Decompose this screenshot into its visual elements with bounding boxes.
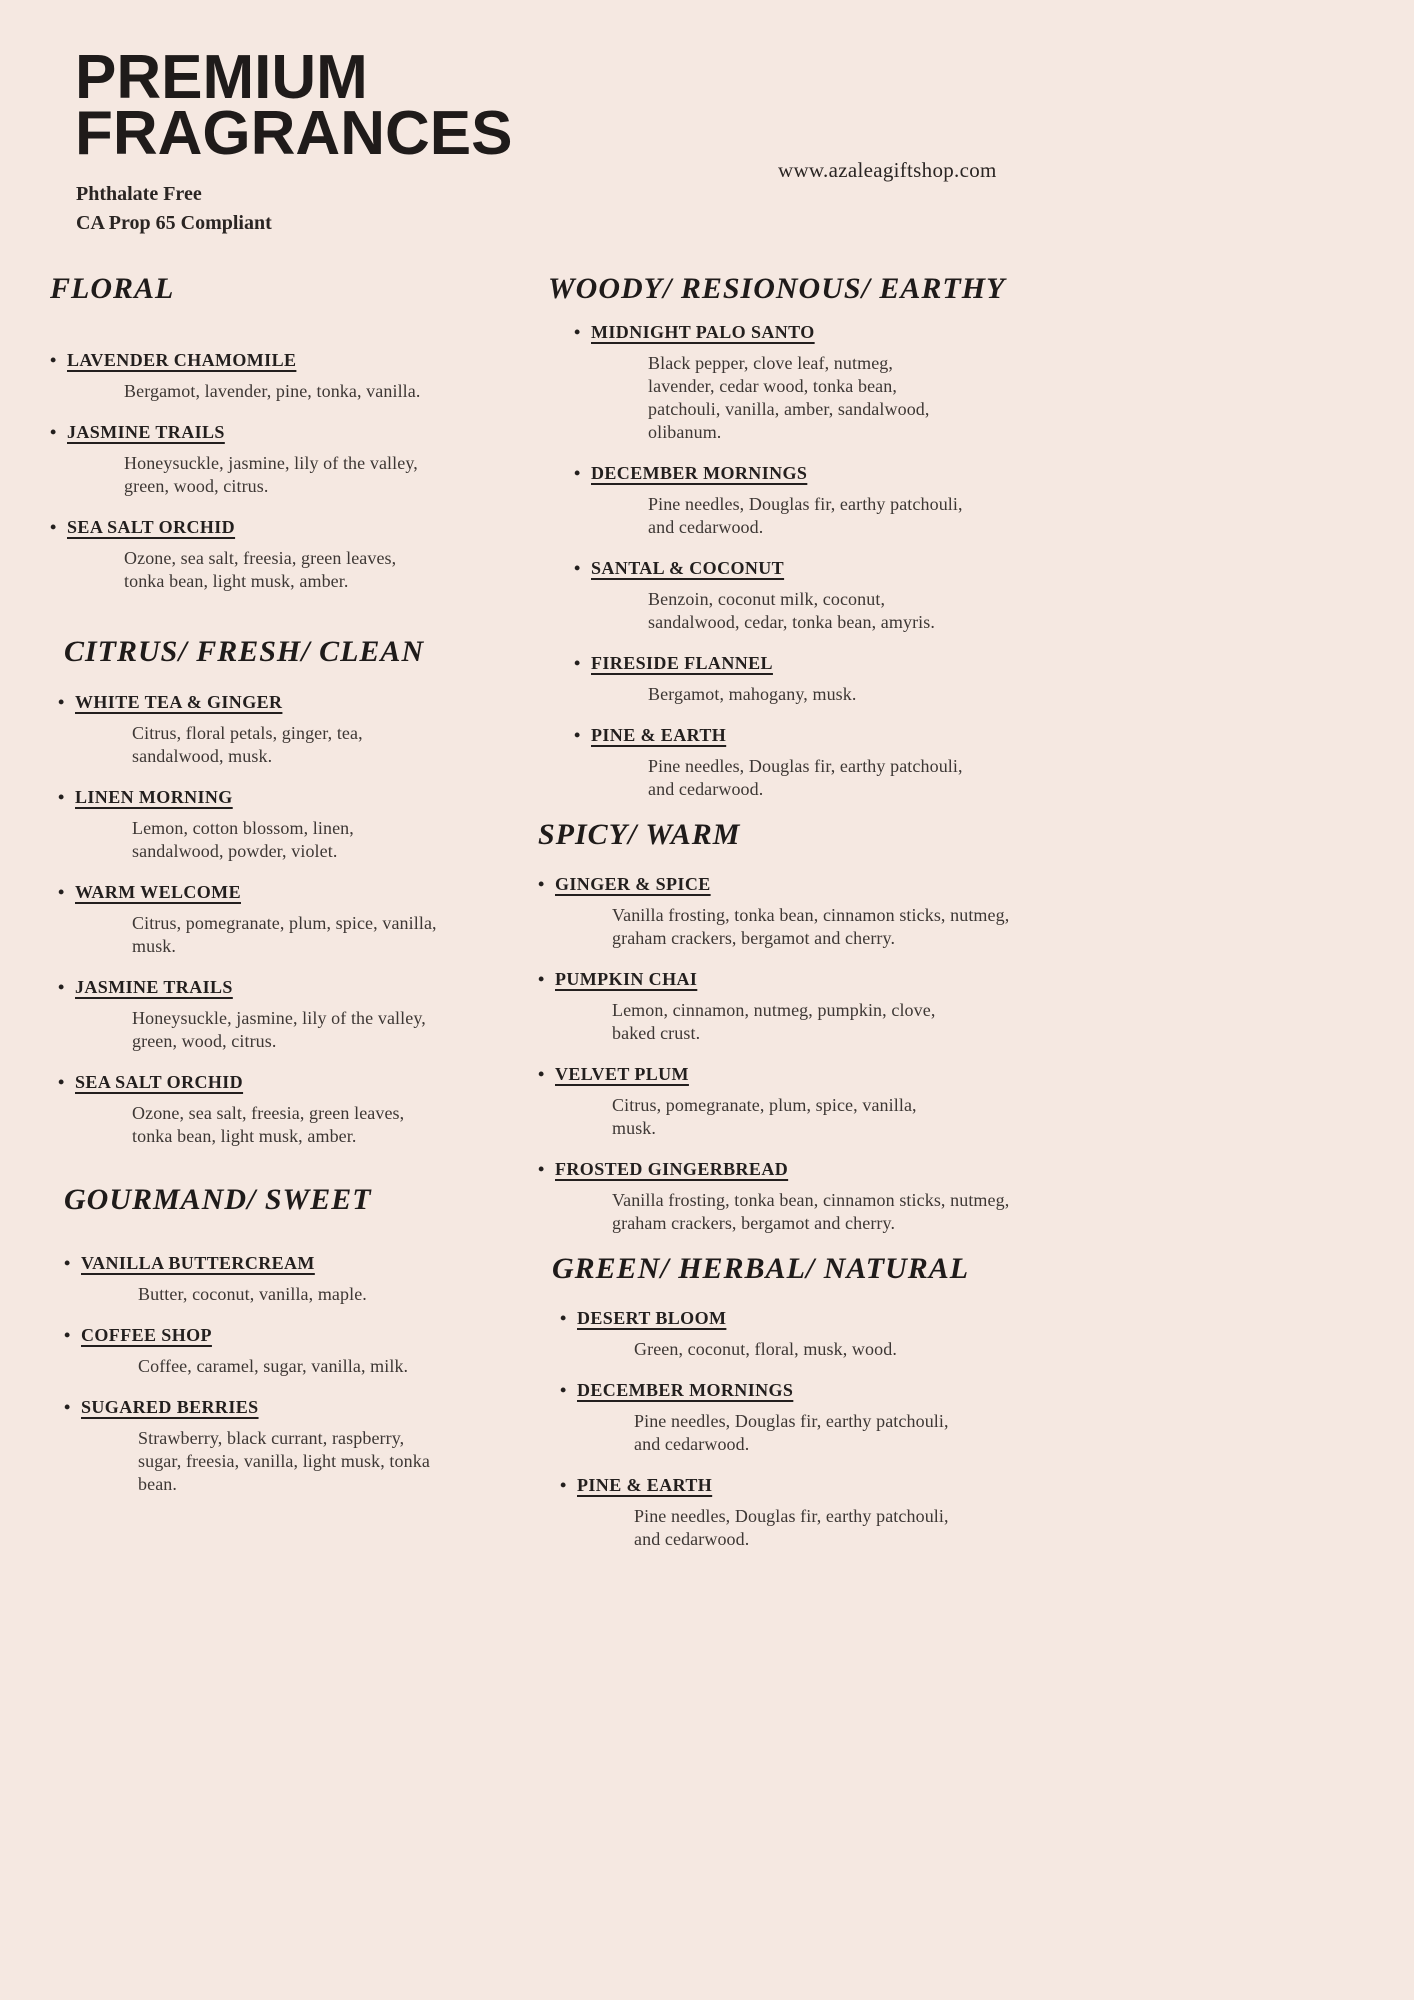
fragrance-notes bbox=[612, 1189, 1098, 1235]
bullet-icon: • bbox=[58, 882, 65, 902]
fragrance-name-row bbox=[538, 1062, 1098, 1086]
fragrance-name-row bbox=[58, 785, 530, 809]
section-heading: WOODY/ RESIONOUS/ EARTHY bbox=[548, 272, 1006, 305]
fragrance-notes bbox=[132, 817, 530, 863]
fragrance-note-line: Butter, coconut, vanilla, maple. bbox=[138, 1284, 367, 1304]
fragrance-name-row bbox=[574, 651, 1098, 675]
bullet-icon: • bbox=[574, 322, 581, 342]
fragrance-name: FROSTED GINGERBREAD bbox=[555, 1159, 789, 1179]
fragrance-name-row bbox=[50, 420, 530, 444]
fragrance-name-row bbox=[574, 556, 1098, 580]
fragrance-note-line: Bergamot, lavender, pine, tonka, vanilla. bbox=[124, 381, 421, 401]
compliance-line2: CA Prop 65 Compliant bbox=[76, 212, 272, 234]
fragrance-list bbox=[50, 690, 530, 1148]
fragrance-note-line: musk. bbox=[132, 936, 177, 956]
fragrance-name-row bbox=[64, 1323, 530, 1347]
fragrance-name: VANILLA BUTTERCREAM bbox=[81, 1253, 315, 1273]
fragrance-note-line: and cedarwood. bbox=[648, 517, 764, 537]
list-item bbox=[538, 1062, 1098, 1140]
fragrance-note-line: sandalwood, cedar, tonka bean, amyris. bbox=[648, 612, 935, 632]
fragrance-note-line: patchouli, vanilla, amber, sandalwood, bbox=[648, 399, 930, 419]
fragrance-notes bbox=[132, 912, 530, 958]
fragrance-note-line: Citrus, pomegranate, plum, spice, vanilla, bbox=[612, 1095, 917, 1115]
fragrance-list bbox=[50, 1251, 530, 1496]
bullet-icon: • bbox=[64, 1397, 71, 1417]
fragrance-name-row bbox=[574, 723, 1098, 747]
fragrance-notes bbox=[612, 904, 1098, 950]
section-woody-resionous-earthy bbox=[538, 272, 1098, 801]
list-item bbox=[560, 1473, 1098, 1551]
section-green-herbal-natural bbox=[538, 1252, 1098, 1551]
page-title bbox=[75, 43, 513, 168]
list-item bbox=[574, 723, 1098, 801]
bullet-icon: • bbox=[574, 463, 581, 483]
list-item bbox=[538, 1157, 1098, 1235]
fragrance-note-line: Vanilla frosting, tonka bean, cinnamon sticks, nutmeg, bbox=[612, 905, 1010, 925]
fragrance-note-line: Coffee, caramel, sugar, vanilla, milk. bbox=[138, 1356, 409, 1376]
fragrance-notes bbox=[648, 755, 1098, 801]
fragrance-note-line: Benzoin, coconut milk, coconut, bbox=[648, 589, 886, 609]
bullet-icon: • bbox=[538, 969, 545, 989]
fragrance-note-line: lavender, cedar wood, tonka bean, bbox=[648, 376, 897, 396]
fragrance-name-row bbox=[64, 1251, 530, 1275]
list-item bbox=[50, 348, 530, 403]
fragrance-name-row bbox=[50, 515, 530, 539]
bullet-icon: • bbox=[58, 977, 65, 997]
section-heading: FLORAL bbox=[50, 272, 175, 305]
page-title-line1: PREMIUM bbox=[75, 43, 368, 112]
bullet-icon: • bbox=[574, 725, 581, 745]
fragrance-name-row bbox=[538, 872, 1098, 896]
fragrance-name: WARM WELCOME bbox=[75, 882, 241, 902]
fragrance-name: PUMPKIN CHAI bbox=[555, 969, 698, 989]
bullet-icon: • bbox=[560, 1380, 567, 1400]
fragrance-notes bbox=[124, 547, 530, 593]
fragrance-note-line: Vanilla frosting, tonka bean, cinnamon sticks, nutmeg, bbox=[612, 1190, 1010, 1210]
fragrance-name-row bbox=[58, 1070, 530, 1094]
fragrance-note-line: Lemon, cinnamon, nutmeg, pumpkin, clove, bbox=[612, 1000, 936, 1020]
fragrance-note-line: Strawberry, black currant, raspberry, bbox=[138, 1428, 405, 1448]
fragrance-note-line: baked crust. bbox=[612, 1023, 701, 1043]
bullet-icon: • bbox=[64, 1325, 71, 1345]
bullet-icon: • bbox=[50, 350, 57, 370]
section-citrus-fresh-clean bbox=[50, 635, 530, 1148]
right-column bbox=[538, 272, 1098, 1568]
bullet-icon: • bbox=[574, 653, 581, 673]
list-item bbox=[58, 785, 530, 863]
list-item bbox=[560, 1378, 1098, 1456]
bullet-icon: • bbox=[50, 517, 57, 537]
fragrance-name: DECEMBER MORNINGS bbox=[591, 463, 808, 483]
fragrance-name-row bbox=[64, 1395, 530, 1419]
fragrance-note-line: and cedarwood. bbox=[634, 1434, 750, 1454]
fragrance-note-line: graham crackers, bergamot and cherry. bbox=[612, 928, 896, 948]
section-heading: SPICY/ WARM bbox=[538, 818, 741, 851]
fragrance-note-line: green, wood, citrus. bbox=[124, 476, 269, 496]
list-item bbox=[58, 880, 530, 958]
fragrance-note-line: and cedarwood. bbox=[648, 779, 764, 799]
fragrance-notes bbox=[132, 1007, 530, 1053]
fragrance-notes bbox=[132, 722, 530, 768]
fragrance-list bbox=[538, 320, 1098, 801]
fragrance-note-line: Citrus, floral petals, ginger, tea, bbox=[132, 723, 363, 743]
fragrance-notes bbox=[634, 1338, 1098, 1361]
fragrance-note-line: Citrus, pomegranate, plum, spice, vanilla, bbox=[132, 913, 437, 933]
bullet-icon: • bbox=[538, 1159, 545, 1179]
section-floral bbox=[50, 272, 530, 593]
fragrance-notes bbox=[612, 1094, 1098, 1140]
fragrance-name: DESERT BLOOM bbox=[577, 1308, 727, 1328]
fragrance-name: SEA SALT ORCHID bbox=[75, 1072, 244, 1092]
fragrance-notes bbox=[138, 1427, 530, 1496]
fragrance-name: SANTAL & COCONUT bbox=[591, 558, 785, 578]
fragrance-name-row bbox=[574, 320, 1098, 344]
fragrance-name: MIDNIGHT PALO SANTO bbox=[591, 322, 815, 342]
bullet-icon: • bbox=[560, 1308, 567, 1328]
list-item bbox=[58, 1070, 530, 1148]
bullet-icon: • bbox=[50, 422, 57, 442]
list-item bbox=[560, 1306, 1098, 1361]
fragrance-name-row bbox=[560, 1306, 1098, 1330]
section-spicy-warm bbox=[538, 818, 1098, 1235]
fragrance-name: LAVENDER CHAMOMILE bbox=[67, 350, 297, 370]
fragrance-notes bbox=[648, 683, 1098, 706]
list-item bbox=[64, 1251, 530, 1306]
fragrance-note-line: Ozone, sea salt, freesia, green leaves, bbox=[132, 1103, 405, 1123]
fragrance-note-line: Bergamot, mahogany, musk. bbox=[648, 684, 857, 704]
fragrance-note-line: green, wood, citrus. bbox=[132, 1031, 277, 1051]
list-item bbox=[50, 420, 530, 498]
fragrance-notes bbox=[124, 452, 530, 498]
fragrance-note-line: graham crackers, bergamot and cherry. bbox=[612, 1213, 896, 1233]
section-heading: CITRUS/ FRESH/ CLEAN bbox=[64, 635, 425, 668]
fragrance-list bbox=[538, 872, 1098, 1235]
fragrance-note-line: Pine needles, Douglas fir, earthy patchouli, bbox=[648, 756, 963, 776]
list-item bbox=[58, 975, 530, 1053]
bullet-icon: • bbox=[560, 1475, 567, 1495]
fragrance-note-line: and cedarwood. bbox=[634, 1529, 750, 1549]
fragrance-name-row bbox=[560, 1473, 1098, 1497]
fragrance-note-line: Green, coconut, floral, musk, wood. bbox=[634, 1339, 897, 1359]
list-item bbox=[50, 515, 530, 593]
list-item bbox=[58, 690, 530, 768]
fragrance-name-row bbox=[538, 967, 1098, 991]
fragrance-notes bbox=[612, 999, 1098, 1045]
fragrance-note-line: Ozone, sea salt, freesia, green leaves, bbox=[124, 548, 397, 568]
fragrance-name: PINE & EARTH bbox=[577, 1475, 713, 1495]
fragrance-note-line: bean. bbox=[138, 1474, 177, 1494]
bullet-icon: • bbox=[58, 1072, 65, 1092]
fragrance-name-row bbox=[58, 880, 530, 904]
fragrance-name-row bbox=[538, 1157, 1098, 1181]
fragrance-note-line: tonka bean, light musk, amber. bbox=[124, 571, 349, 591]
fragrance-note-line: sandalwood, musk. bbox=[132, 746, 273, 766]
fragrance-note-line: Lemon, cotton blossom, linen, bbox=[132, 818, 354, 838]
fragrance-name: JASMINE TRAILS bbox=[67, 422, 225, 442]
fragrance-note-line: musk. bbox=[612, 1118, 657, 1138]
fragrance-list bbox=[538, 1306, 1098, 1551]
fragrance-name: PINE & EARTH bbox=[591, 725, 727, 745]
fragrance-name: DECEMBER MORNINGS bbox=[577, 1380, 794, 1400]
list-item bbox=[574, 461, 1098, 539]
list-item bbox=[574, 320, 1098, 444]
fragrance-name-row bbox=[58, 975, 530, 999]
fragrance-notes bbox=[648, 493, 1098, 539]
list-item bbox=[538, 967, 1098, 1045]
fragrance-name: GINGER & SPICE bbox=[555, 874, 711, 894]
fragrance-notes bbox=[132, 1102, 530, 1148]
fragrance-note-line: sugar, freesia, vanilla, light musk, tonka bbox=[138, 1451, 430, 1471]
fragrance-notes bbox=[138, 1283, 530, 1306]
fragrance-name-row bbox=[574, 461, 1098, 485]
compliance-line1: Phthalate Free bbox=[76, 183, 202, 205]
fragrance-notes bbox=[138, 1355, 530, 1378]
fragrance-note-line: Pine needles, Douglas fir, earthy patchouli, bbox=[634, 1411, 949, 1431]
fragrance-name: COFFEE SHOP bbox=[81, 1325, 212, 1345]
bullet-icon: • bbox=[538, 1064, 545, 1084]
fragrance-note-line: Honeysuckle, jasmine, lily of the valley, bbox=[124, 453, 418, 473]
fragrance-name-row bbox=[560, 1378, 1098, 1402]
fragrance-note-line: Pine needles, Douglas fir, earthy patchouli, bbox=[648, 494, 963, 514]
fragrance-name: WHITE TEA & GINGER bbox=[75, 692, 283, 712]
fragrance-name: LINEN MORNING bbox=[75, 787, 233, 807]
fragrance-note-line: Honeysuckle, jasmine, lily of the valley, bbox=[132, 1008, 426, 1028]
website-url: www.azaleagiftshop.com bbox=[778, 158, 997, 182]
section-heading: GOURMAND/ SWEET bbox=[64, 1183, 372, 1216]
list-item bbox=[574, 556, 1098, 634]
fragrance-list bbox=[50, 348, 530, 593]
fragrance-name: FIRESIDE FLANNEL bbox=[591, 653, 773, 673]
fragrance-note-line: Black pepper, clove leaf, nutmeg, bbox=[648, 353, 893, 373]
bullet-icon: • bbox=[58, 787, 65, 807]
fragrance-name-row bbox=[50, 348, 530, 372]
bullet-icon: • bbox=[538, 874, 545, 894]
fragrance-name-row bbox=[58, 690, 530, 714]
fragrance-notes bbox=[648, 352, 1098, 444]
left-column bbox=[50, 272, 530, 1513]
fragrance-notes bbox=[124, 380, 530, 403]
section-heading: GREEN/ HERBAL/ NATURAL bbox=[552, 1252, 970, 1285]
list-item bbox=[538, 872, 1098, 950]
fragrance-name: JASMINE TRAILS bbox=[75, 977, 233, 997]
fragrance-note-line: olibanum. bbox=[648, 422, 722, 442]
fragrance-note-line: tonka bean, light musk, amber. bbox=[132, 1126, 357, 1146]
bullet-icon: • bbox=[58, 692, 65, 712]
fragrance-note-line: sandalwood, powder, violet. bbox=[132, 841, 338, 861]
list-item bbox=[64, 1395, 530, 1496]
fragrance-notes bbox=[648, 588, 1098, 634]
fragrance-name: SEA SALT ORCHID bbox=[67, 517, 236, 537]
fragrance-notes bbox=[634, 1505, 1098, 1551]
compliance-notes bbox=[76, 180, 272, 238]
list-item bbox=[574, 651, 1098, 706]
fragrance-name: VELVET PLUM bbox=[555, 1064, 689, 1084]
fragrance-note-line: Pine needles, Douglas fir, earthy patchouli, bbox=[634, 1506, 949, 1526]
fragrance-name: SUGARED BERRIES bbox=[81, 1397, 259, 1417]
list-item bbox=[64, 1323, 530, 1378]
page-title-line2: FRAGRANCES bbox=[75, 99, 513, 168]
bullet-icon: • bbox=[64, 1253, 71, 1273]
bullet-icon: • bbox=[574, 558, 581, 578]
section-gourmand-sweet bbox=[50, 1183, 530, 1496]
fragrance-notes bbox=[634, 1410, 1098, 1456]
